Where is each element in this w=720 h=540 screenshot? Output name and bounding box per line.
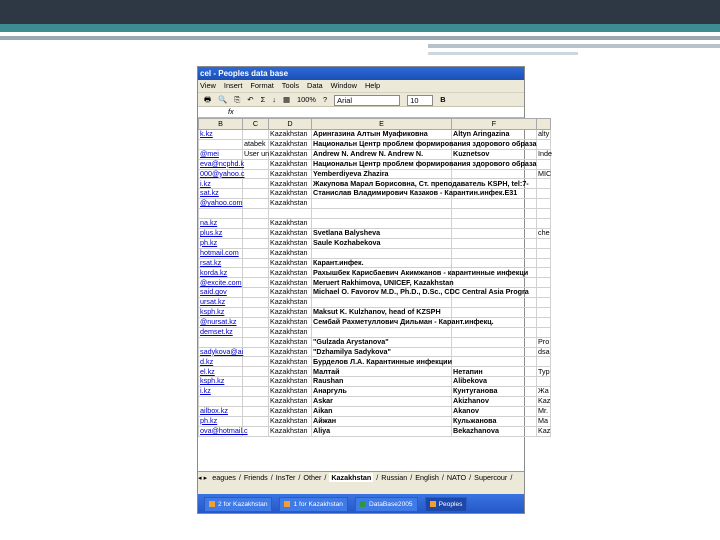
table-cell[interactable] <box>243 406 269 416</box>
table-cell[interactable] <box>452 258 537 268</box>
table-cell[interactable] <box>537 278 551 288</box>
table-cell[interactable]: Жа <box>538 386 549 396</box>
table-cell[interactable]: Alibekova <box>452 377 537 387</box>
table-cell[interactable]: demset.kz <box>199 327 243 337</box>
table-cell[interactable]: Kazakhstan <box>269 189 312 199</box>
table-cell[interactable] <box>243 238 269 248</box>
table-row <box>199 179 551 189</box>
sheet-tab[interactable]: Kazakhstan <box>331 473 372 482</box>
table-cell[interactable]: Kazakhstan <box>269 367 312 377</box>
table-cell[interactable]: el.kz <box>199 367 243 377</box>
table-cell[interactable]: Akizhanov <box>452 397 537 407</box>
copy-icon[interactable]: ⎘ <box>234 95 241 104</box>
table-row <box>199 219 551 229</box>
table-cell[interactable] <box>452 308 537 318</box>
sum-icon[interactable]: Σ <box>260 95 266 104</box>
tab-separator: / <box>441 473 444 482</box>
taskbar-label: 2 for Kazakhstan <box>218 501 268 508</box>
table-cell[interactable]: @yahoo.com <box>200 198 243 208</box>
table-cell[interactable]: Kazakhstan <box>269 347 312 357</box>
table-cell[interactable]: Kaz <box>538 425 551 435</box>
menu-bar <box>198 80 524 93</box>
tab-separator: / <box>238 473 241 482</box>
table-cell[interactable] <box>452 298 537 308</box>
table-cell[interactable] <box>452 278 537 288</box>
table-cell[interactable]: atabek <box>243 139 269 149</box>
table-row <box>199 377 551 387</box>
table-cell[interactable] <box>243 219 269 229</box>
table-cell[interactable]: Akanov <box>452 406 537 416</box>
preview-icon[interactable]: 🔍 <box>218 95 228 104</box>
slide-top-bar <box>0 0 720 24</box>
column-header[interactable]: F <box>452 119 537 130</box>
zoom-select[interactable]: 100% <box>297 95 316 104</box>
table-row <box>199 209 551 219</box>
table-cell[interactable]: Yemberdiyeva Zhazira <box>312 169 452 179</box>
table-cell[interactable]: Mr. <box>537 406 551 416</box>
table-row <box>199 367 551 377</box>
table-row <box>199 357 551 367</box>
table-cell[interactable] <box>452 209 537 219</box>
table-cell[interactable]: Национальн Центр проблем формирования здорового образа <box>313 139 537 149</box>
table-cell[interactable]: "Dzhamilya Sadykova" <box>312 347 452 357</box>
column-header[interactable]: B <box>199 119 243 130</box>
table-cell[interactable]: che <box>538 228 550 238</box>
table-cell[interactable] <box>537 298 551 308</box>
sheet-tab[interactable]: Friends <box>243 473 268 482</box>
table-cell[interactable] <box>199 139 243 149</box>
table-cell[interactable] <box>312 209 452 219</box>
slide-accent-stripe <box>0 24 720 32</box>
table-cell[interactable]: Kazakhstan <box>269 199 312 209</box>
tab-separator: / <box>376 473 379 482</box>
table-cell[interactable] <box>243 298 269 308</box>
excel-screenshot <box>197 66 552 514</box>
table-cell[interactable] <box>243 377 269 387</box>
table-row <box>199 317 551 327</box>
table-row <box>199 278 551 288</box>
table-cell[interactable] <box>243 248 269 258</box>
table-cell[interactable]: Kazakhstan <box>269 288 312 298</box>
table-cell[interactable] <box>243 357 269 367</box>
table-cell[interactable] <box>243 327 269 337</box>
table-cell[interactable] <box>452 169 537 179</box>
table-cell[interactable]: said.gov <box>199 288 243 298</box>
menu-item[interactable]: Data <box>307 81 323 90</box>
table-cell[interactable] <box>537 288 551 298</box>
print-icon[interactable]: 🖶 <box>204 95 211 104</box>
window-title: cel - Peoples data base <box>198 67 524 80</box>
table-cell[interactable]: Kazakhstan <box>269 219 312 229</box>
table-cell[interactable]: @excite.com <box>200 277 242 287</box>
table-row <box>199 397 551 407</box>
table-cell[interactable] <box>537 258 551 268</box>
table-cell[interactable]: Kazakhstan <box>269 179 312 189</box>
taskbar <box>198 494 524 513</box>
table-cell[interactable]: 000@yahoo.c <box>200 168 245 178</box>
table-row <box>199 169 551 179</box>
sheet-tab[interactable]: Other <box>303 473 322 482</box>
table-cell[interactable] <box>243 317 269 327</box>
table-cell[interactable] <box>452 199 537 209</box>
table-cell[interactable] <box>452 248 537 258</box>
slide-divider-shorter <box>428 52 578 55</box>
table-row <box>199 288 551 298</box>
table-cell[interactable]: Kazakhstan <box>269 406 312 416</box>
table-cell[interactable] <box>537 199 551 209</box>
table-cell[interactable]: Maksut K. Kulzhanov, head of KZSPH <box>312 308 452 318</box>
taskbar-label: 1 for Kazakhstan <box>293 501 343 508</box>
table-cell[interactable] <box>537 209 551 219</box>
menu-item[interactable]: Tools <box>281 81 300 90</box>
table-cell[interactable] <box>537 238 551 248</box>
table-row <box>199 130 551 140</box>
table-cell[interactable] <box>452 327 537 337</box>
table-cell[interactable] <box>269 209 312 219</box>
table-cell[interactable]: hotmail.com <box>199 248 243 258</box>
table-cell[interactable]: Inde <box>538 148 552 158</box>
taskbar-label: DataBase2005 <box>368 501 413 508</box>
table-cell[interactable]: Kazakhstan <box>269 130 312 140</box>
table-cell[interactable]: ursat.kz <box>199 298 243 308</box>
taskbar-button[interactable] <box>425 497 468 512</box>
table-cell[interactable] <box>537 268 551 278</box>
table-cell[interactable]: Kazakhstan <box>269 268 312 278</box>
table-cell[interactable]: ailbox.kz <box>199 406 243 416</box>
table-cell[interactable] <box>312 219 452 229</box>
table-cell[interactable] <box>312 199 452 209</box>
table-cell[interactable]: Pro <box>538 336 550 346</box>
table-row <box>199 228 551 238</box>
table-cell[interactable]: Kazakhstan <box>269 139 312 149</box>
table-cell[interactable] <box>537 317 551 327</box>
sheet-tab[interactable]: Russian <box>381 473 408 482</box>
fx-label: fx <box>228 107 234 116</box>
table-cell[interactable]: ph.kz <box>199 238 243 248</box>
table-cell[interactable] <box>243 159 269 169</box>
table-cell[interactable] <box>243 179 269 189</box>
table-cell[interactable]: Kazakhstan <box>269 298 312 308</box>
table-cell[interactable]: Kazakhstan <box>269 159 312 169</box>
table-cell[interactable]: Национальн Центр проблем формирования здорового образа <box>313 158 537 168</box>
table-row <box>199 298 551 308</box>
table-cell[interactable]: Айжан <box>312 416 452 426</box>
table-cell[interactable] <box>199 397 243 407</box>
tab-separator: / <box>469 473 472 482</box>
tab-separator: / <box>410 473 413 482</box>
table-cell[interactable]: Арингазина Алтын Муафиковна <box>312 130 452 140</box>
table-cell[interactable] <box>452 357 537 367</box>
toolbar <box>198 93 524 107</box>
table-cell[interactable]: Bekazhanova <box>452 426 537 436</box>
table-cell[interactable]: Askar <box>312 397 452 407</box>
table-cell[interactable] <box>243 209 269 219</box>
sheet-tab[interactable]: English <box>415 473 439 482</box>
table-row <box>199 189 551 199</box>
table-cell[interactable] <box>243 416 269 426</box>
table-cell[interactable]: Kazakhstan <box>269 278 312 288</box>
sheet-tab[interactable]: Supercour <box>474 473 508 482</box>
table-row <box>199 238 551 248</box>
table-cell[interactable]: Kazakhstan <box>269 357 312 367</box>
column-header[interactable]: C <box>243 119 269 130</box>
table-cell[interactable]: User un <box>244 148 270 158</box>
table-cell[interactable] <box>537 377 551 387</box>
table-cell[interactable]: d.kz <box>199 357 243 367</box>
table-cell[interactable]: Aliya <box>312 426 452 436</box>
table-cell[interactable] <box>243 397 269 407</box>
table-cell[interactable]: ova@hotmail.c <box>200 425 248 435</box>
table-row <box>199 387 551 397</box>
table-cell[interactable]: dsa <box>538 346 550 356</box>
table-cell[interactable]: Анаргуль <box>312 387 452 397</box>
table-row <box>199 199 551 209</box>
table-cell[interactable] <box>537 357 551 367</box>
table-cell[interactable]: Карант.инфек. <box>312 258 452 268</box>
app-icon <box>209 501 215 507</box>
table-cell[interactable] <box>243 258 269 268</box>
table-cell[interactable] <box>243 268 269 278</box>
table-cell[interactable]: Typ <box>538 366 550 376</box>
table-cell[interactable]: ksph.kz <box>199 377 243 387</box>
table-cell[interactable]: Kuznetsov <box>452 149 537 159</box>
table-cell[interactable]: Kazakhstan <box>269 426 312 436</box>
sheet-tabs <box>198 471 524 484</box>
table-cell[interactable] <box>243 347 269 357</box>
tab-separator: / <box>298 473 301 482</box>
table-row <box>199 347 551 357</box>
table-cell[interactable]: eva@ncphd.k <box>200 158 245 168</box>
table-cell[interactable]: Meruert Rakhimova, UNICEF, Kazakhstan <box>313 277 454 287</box>
table-cell[interactable] <box>243 387 269 397</box>
sheet-tab[interactable]: eagues <box>212 473 236 482</box>
table-cell[interactable]: Kazakhstan <box>269 258 312 268</box>
table-row <box>199 139 551 149</box>
table-row <box>199 406 551 416</box>
sort-icon[interactable]: ↓ <box>272 95 276 104</box>
table-cell[interactable] <box>537 139 551 149</box>
table-cell[interactable]: plus.kz <box>199 228 243 238</box>
table-cell[interactable]: Жакупова Марал Борисовна, Ст. преподаватель KSPH, tel:7- <box>313 178 529 188</box>
taskbar-label: Peoples <box>438 501 463 508</box>
table-cell[interactable]: MIC <box>538 168 552 178</box>
table-cell[interactable] <box>537 248 551 258</box>
table-cell[interactable]: Aikan <box>312 406 452 416</box>
table-cell[interactable] <box>452 347 537 357</box>
table-row <box>199 308 551 318</box>
column-header[interactable]: D <box>269 119 312 130</box>
table-row <box>199 327 551 337</box>
table-cell[interactable]: @mei <box>199 149 243 159</box>
table-cell[interactable] <box>243 337 269 347</box>
table-cell[interactable] <box>199 209 243 219</box>
table-cell[interactable]: Kazakhstan <box>269 308 312 318</box>
table-cell[interactable] <box>243 308 269 318</box>
table-cell[interactable]: sadykova@ai <box>200 346 244 356</box>
table-cell[interactable]: Kazakhstan <box>269 317 312 327</box>
menu-item[interactable]: Insert <box>223 81 243 90</box>
table-cell[interactable] <box>452 219 537 229</box>
table-cell[interactable]: rsat.kz <box>199 258 243 268</box>
table-cell[interactable]: ksph.kz <box>199 308 243 318</box>
table-cell[interactable]: Станислав Владимирович Казаков - Карантин.инфек.Е31 <box>313 188 518 198</box>
bold-button[interactable]: B <box>440 95 446 104</box>
table-cell[interactable]: Бурделов Л.А. Карантинные инфекции <box>313 356 453 366</box>
table-cell[interactable]: Kazakhstan <box>269 327 312 337</box>
sheet-tab[interactable]: NATO <box>446 473 467 482</box>
table-cell[interactable] <box>312 248 452 258</box>
column-header[interactable]: E <box>312 119 452 130</box>
taskbar-button[interactable] <box>279 497 347 512</box>
app-icon <box>360 501 366 507</box>
table-cell[interactable]: Kazakhstan <box>269 248 312 258</box>
table-cell[interactable]: alty <box>538 129 550 139</box>
menu-item[interactable]: Window <box>330 81 357 90</box>
table-cell[interactable]: sat.kz <box>199 189 243 199</box>
table-row <box>199 149 551 159</box>
table-cell[interactable] <box>537 308 551 318</box>
table-cell[interactable]: Нетапин <box>452 367 537 377</box>
table-cell[interactable]: Svetlana Balysheva <box>312 228 452 238</box>
table-cell[interactable]: k.kz <box>199 130 243 140</box>
table-cell[interactable]: i.kz <box>199 387 243 397</box>
table-cell[interactable] <box>537 219 551 229</box>
table-cell[interactable] <box>243 169 269 179</box>
table-cell[interactable] <box>537 327 551 337</box>
tab-scroll-icon[interactable]: ◂ ▸ <box>198 473 210 482</box>
spreadsheet-grid[interactable] <box>198 118 551 437</box>
table-cell[interactable]: Кунтуганова <box>452 387 537 397</box>
table-cell[interactable]: Kaz <box>538 396 551 406</box>
table-cell[interactable]: Kazakhstan <box>269 387 312 397</box>
table-row <box>199 426 551 436</box>
table-cell[interactable]: na.kz <box>199 219 243 229</box>
tab-separator: / <box>510 473 513 482</box>
table-cell[interactable]: Ma <box>537 416 551 426</box>
menu-item[interactable]: Help <box>364 81 381 90</box>
font-select[interactable]: Arial <box>334 95 400 106</box>
table-cell[interactable]: Altyn Aringazina <box>452 130 537 140</box>
taskbar-button[interactable] <box>204 497 272 512</box>
table-cell[interactable]: Kazakhstan <box>269 238 312 248</box>
table-cell[interactable] <box>243 189 269 199</box>
table-cell[interactable] <box>199 337 243 347</box>
menu-item[interactable]: View <box>200 81 216 90</box>
table-cell[interactable] <box>243 228 269 238</box>
table-row <box>199 268 551 278</box>
table-cell[interactable]: Kazakhstan <box>269 397 312 407</box>
table-cell[interactable] <box>452 228 537 238</box>
font-size-select[interactable]: 10 <box>407 95 433 106</box>
table-cell[interactable]: Michael O. Favorov M.D., Ph.D., D.Sc., CDC Central Asia Progra <box>313 287 529 297</box>
table-cell[interactable] <box>452 238 537 248</box>
tab-separator: / <box>324 473 327 482</box>
status-bar <box>198 484 524 494</box>
app-icon <box>430 501 436 507</box>
table-cell[interactable]: Saule Kozhabekova <box>312 238 452 248</box>
table-cell[interactable] <box>243 367 269 377</box>
table-cell[interactable]: "Gulzada Arystanova" <box>312 337 452 347</box>
table-cell[interactable]: Kazakhstan <box>269 377 312 387</box>
table-cell[interactable]: @nursat.kz <box>199 317 243 327</box>
taskbar-button[interactable] <box>355 497 418 512</box>
table-cell[interactable]: Сембай Рахметуллович Дильман - Карант.инфекц. <box>313 317 494 327</box>
table-cell[interactable] <box>537 189 551 199</box>
column-header[interactable] <box>537 119 551 130</box>
table-cell[interactable]: Kazakhstan <box>269 228 312 238</box>
table-cell[interactable]: Kazakhstan <box>269 416 312 426</box>
app-icon <box>284 501 290 507</box>
table-cell[interactable]: Kazakhstan <box>269 169 312 179</box>
menu-item[interactable]: Format <box>250 81 274 90</box>
table-cell[interactable]: Кульжанова <box>452 416 537 426</box>
slide-divider-short <box>428 44 720 48</box>
table-cell[interactable] <box>243 199 269 209</box>
slide-divider <box>0 36 720 40</box>
tab-separator: / <box>270 473 273 482</box>
column-headers <box>199 119 551 130</box>
table-cell[interactable] <box>243 278 269 288</box>
table-cell[interactable]: Andrew N. Andrew N. Andrew N. <box>312 149 452 159</box>
table-cell[interactable]: Рахышбек Карисбаевич Акимжанов - карантинные инфекци <box>313 267 529 277</box>
table-cell[interactable] <box>452 337 537 347</box>
table-cell[interactable] <box>312 298 452 308</box>
undo-icon[interactable]: ↶ <box>247 95 254 104</box>
table-cell[interactable] <box>537 179 551 189</box>
table-cell[interactable]: ph.kz <box>199 416 243 426</box>
table-cell[interactable] <box>243 130 269 140</box>
table-row <box>199 337 551 347</box>
table-cell[interactable]: Kazakhstan <box>269 337 312 347</box>
help-icon[interactable]: ? <box>322 95 328 104</box>
table-cell[interactable]: i.kz <box>199 179 243 189</box>
table-row <box>199 248 551 258</box>
table-cell[interactable] <box>243 288 269 298</box>
table-cell[interactable] <box>312 327 452 337</box>
chart-icon[interactable]: ▦ <box>282 95 290 104</box>
table-cell[interactable]: Малтай <box>312 367 452 377</box>
formula-bar[interactable] <box>198 107 524 118</box>
table-cell[interactable]: Kazakhstan <box>269 149 312 159</box>
sheet-tab[interactable]: InsTer <box>275 473 296 482</box>
table-row <box>199 159 551 169</box>
table-cell[interactable]: korda.kz <box>199 268 243 278</box>
table-row <box>199 416 551 426</box>
table-cell[interactable]: Raushan <box>312 377 452 387</box>
table-cell[interactable] <box>537 159 551 169</box>
table-row <box>199 258 551 268</box>
